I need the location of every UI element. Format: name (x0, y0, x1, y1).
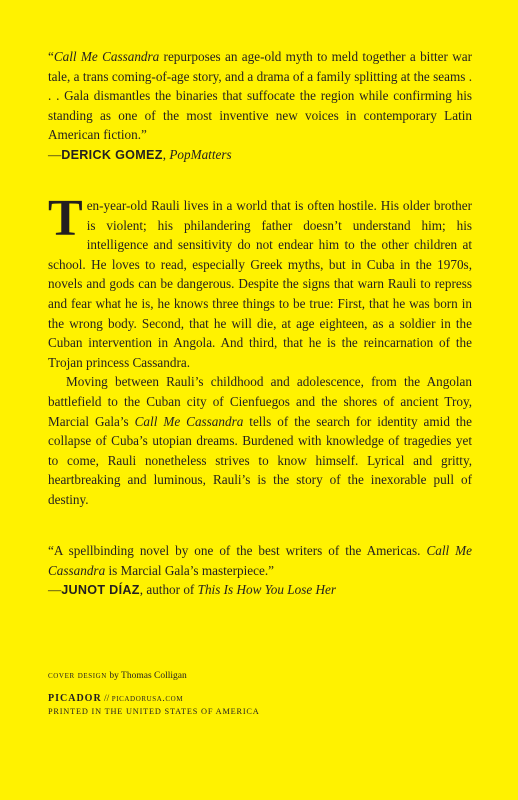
review-quote-top (48, 47, 472, 166)
reviewer-source: PopMatters (169, 146, 232, 162)
reviewer-name: JUNOT DÍAZ (61, 583, 140, 598)
open-quote-mark: “ (48, 49, 54, 64)
description-paragraph-2 (48, 372, 472, 509)
attribution-dash: — (48, 146, 62, 162)
quote-bottom-book-title: Call Me Cassandra (48, 543, 473, 578)
description-paragraph-2-start: Moving between Rauli’s childhood and adolescence, from the Angolan battlefield to the Cuban city of Cienfuegos and the shores of ancient Troy, Marcial Gala’s (48, 374, 472, 429)
publisher-website: picadorusa.com (111, 694, 184, 704)
cover-design-credit (48, 670, 187, 683)
quote-bottom-end: is Marcial Gala’s masterpiece.” (105, 562, 274, 578)
printed-in-line: PRINTED IN THE UNITED STATES OF AMERICA (48, 707, 260, 716)
description-paragraph-2-end: tells of the search for identity amid the collapse of Cuba’s utopian dreams. Burdened with knowledge of tragedies yet to come, Rauli nonetheless strives to know himself. Lyrical and gritty, heartbreaking and luminous, Rauli’s is the story of the inexorable pull of destiny. (48, 413, 472, 507)
publisher-separator: // (101, 694, 112, 704)
attribution-separator: , author of (139, 582, 198, 598)
quote-bottom-text (48, 541, 472, 580)
review-quote-bottom (48, 541, 472, 601)
quote-top-body: repurposes an age-old myth to meld together a bitter war tale, a trans coming-of-age story, and a drama of a family splitting at the seams . . . Gala dismantles the binaries that suffocate the region while confirming his standing as one of the most inventive new voices in contemporary Latin American fiction.” (48, 49, 473, 143)
quote-top-book-title: Call Me Cassandra (53, 49, 160, 64)
reviewer-name: DERICK GOMEZ (61, 147, 163, 162)
quote-bottom-start: “A spellbinding novel by one of the best writers of the Americas. (48, 543, 427, 558)
quote-top-text (48, 47, 472, 145)
reviewer-source: This Is How You Lose Her (197, 582, 337, 598)
attribution-separator: , (162, 146, 170, 162)
description-book-title: Call Me Cassandra (134, 413, 244, 429)
description-paragraph-1 (48, 190, 472, 372)
description-paragraph-1-text: en-year-old Rauli lives in a world that is often hostile. His older brother is violent; his philandering father doesn’t understand him; his intelligence and sensitivity do not endear him to the other children at school. He loves to read, especially Greek myths, but in Cuba in the 1970s, novels and gods can be dangerous. Despite the signs that warn Rauli to repress and fear what he is, he knows three things to be true: First, that he was born in the wrong body. Second, that he will die, at age eighteen, as a soldier in the Cuban intervention in Angola. And third, that he is the reincarnation of the Trojan princess Cassandra. (48, 198, 472, 370)
quote-top-attribution (48, 145, 472, 166)
drop-cap: T (48, 190, 83, 247)
attribution-dash: — (48, 582, 62, 598)
quote-bottom-attribution (48, 580, 472, 601)
cover-design-label: cover design (48, 671, 107, 681)
publisher-line (48, 692, 183, 706)
cover-designer: by Thomas Colligan (106, 671, 187, 681)
book-description (48, 190, 472, 510)
publisher-name: PICADOR (48, 693, 102, 704)
